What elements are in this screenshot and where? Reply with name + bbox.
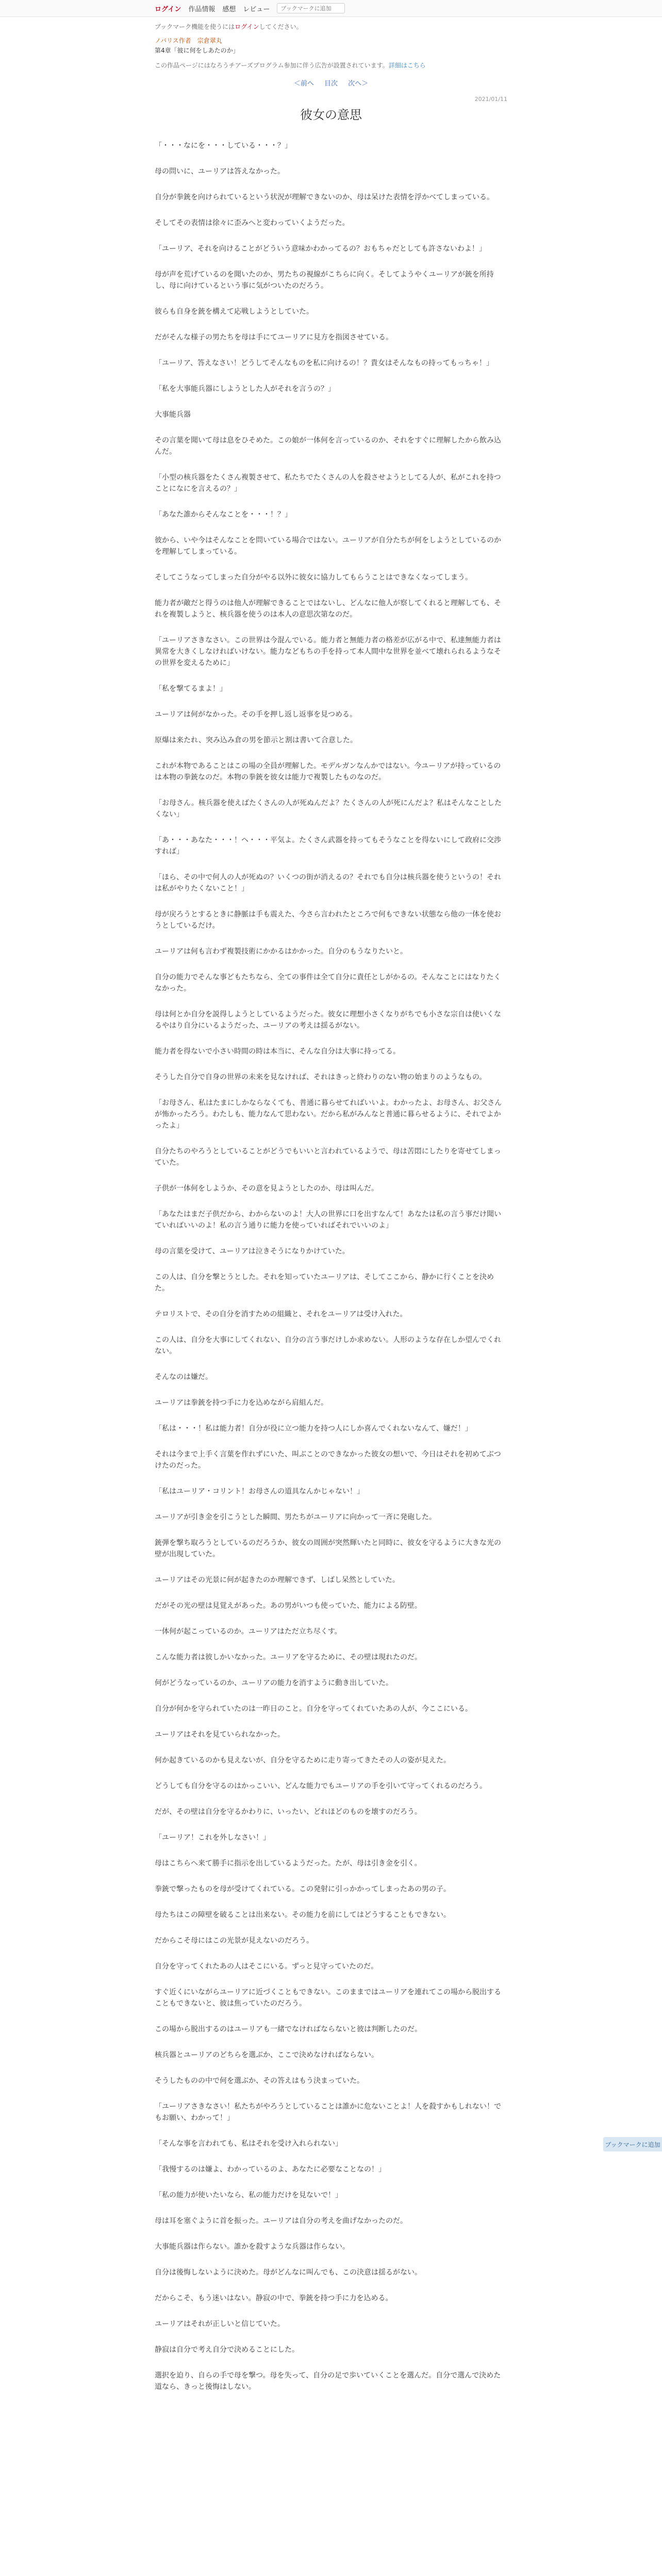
cheers-program-link[interactable]: 詳細はこちら <box>388 62 426 69</box>
body-paragraph: この場から脱出するのはユーリアも一緒でなければならないと彼は判断したのだ。 <box>155 2025 422 2033</box>
nav-item-impressions[interactable]: 感想 <box>222 5 236 13</box>
body-paragraph: それは今まで上手く言葉を作れずにいた、叫ぶことのできなかった彼女の想いで、今日はそれを初めてぶつけたのだった。 <box>155 1450 501 1470</box>
body-paragraph: 母は何とか自分を説得しようとしているようだった。彼女に理想小さくなりがちでも小さな宗自は使いくなるやはり自分にいるようだった、ユーリアの考えは揺るがない。 <box>155 1010 501 1030</box>
body-paragraph: 自分が何かを守られていたのは一昨日のこと。自分を守ってくれていたあの人が、今ここにいる。 <box>155 1705 472 1713</box>
body-paragraph: 「ユーリアさきなさい。この世界は今混んでいる。能力者と無能力者の格差が広がる中で、私達無能力者は異常を大きくしなければいけない。能力などもちの手を持って本人間中な世界を並べて壊れられるようなその世界を変えるために」 <box>155 636 501 667</box>
body-paragraph: ユーリアはその光景に何が起きたのか理解できず、しばし呆然としていた。 <box>155 1576 400 1584</box>
body-paragraph: ユーリアはそれを見ていられなかった。 <box>155 1731 285 1739</box>
body-paragraph: 能力者を得ないで小さい時間の時は本当に、そんな自分は大事に持ってる。 <box>155 1047 400 1056</box>
body-paragraph: テロリストで、その自分を消すための組織と、それをユーリアは受け入れた。 <box>155 1310 407 1318</box>
body-paragraph: そしてこうなってしまった自分がやる以外に彼女に協力してもらうことはできなくなってしまう。 <box>155 573 472 582</box>
body-paragraph: 自分を守ってくれたあの人はそこにいる。ずっと見守っていたのだ。 <box>155 1962 378 1971</box>
login-notice-link[interactable]: ログイン <box>235 23 259 30</box>
body-paragraph: 母が声を荒げているのを聞いたのか、男たちの視線がこちらに向く。そしてようやくユーリアが銃を所持し、母に向けているという事に気がついたのだろう。 <box>155 270 494 290</box>
body-paragraph: 「お母さん。核兵器を使えばたくさんの人が死ぬんだよ？たくさんの人が死にんだよ？私はそんなことしたくない」 <box>155 799 502 819</box>
body-paragraph: 「ユーリアさきなさい！私たちがやろうとしていることは誰かに危ないことよ！人を殺すかもしれない！でもお願い、わかって！」 <box>155 2103 501 2122</box>
body-paragraph: 銃弾を撃ち取ろうとしているのだろうか、彼女の周囲が突然輝いたと同時に、彼女を守るように大きな光の壁が出現していた。 <box>155 1539 501 1558</box>
body-paragraph: 自分が拳銃を向けられているという状況が理解できないのか、母は呆けた表情を浮かべてしまっている。 <box>155 193 494 201</box>
body-paragraph: 「あなた誰からそんなことを・・・！？」 <box>155 511 292 519</box>
body-paragraph: どうしても自分を守るのはかっこいい、どんな能力でもユーリアの手を引いて守ってくれるのだろう。 <box>155 1782 487 1790</box>
body-paragraph: ユーリアは拳銃を持つ手に力を込めながら肩組んだ。 <box>155 1399 328 1407</box>
body-paragraph: 母の言葉を受けて、ユーリアは泣きそうになりかけていた。 <box>155 1247 350 1256</box>
body-paragraph: 大事能兵器 <box>155 411 191 419</box>
series-title <box>155 36 507 45</box>
login-notice-pre: ブックマーク機能を使うには <box>155 23 235 30</box>
body-paragraph: ユーリアはそれが正しいと信じていた。 <box>155 2320 285 2328</box>
nav-item-review[interactable]: レビュー <box>243 5 270 13</box>
body-paragraph: すぐ近くにいながらユーリアに近づくこともできない。このままではユーリアを連れてこの場から脱出することもできないと、彼は焦っていたのだろう。 <box>155 1988 501 2008</box>
body-paragraph: 静寂は自分で考え自分で決めることにした。 <box>155 2346 299 2354</box>
body-paragraph: 「小型の核兵器をたくさん複製させて、私たちでたくさんの人を殺させようとしてる人が、私がこれを持つことになにを言えるの？」 <box>155 473 501 493</box>
body-paragraph: 「私を撃てるまよ！」 <box>155 685 227 693</box>
body-paragraph: そうしたものの中で何を選ぶか、その答えはもう決まっていた。 <box>155 2077 364 2085</box>
body-paragraph: その言葉を聞いて母は息をひそめた。この娘が一体何を言っているのか、それをすぐに理解したから飲み込んだ。 <box>155 436 501 456</box>
body-paragraph: 「ほら、その中で何人の人が死ぬの？いくつの街が消えるの？それでも自分は核兵器を使うというの！それは私がやりたくないこと！」 <box>155 873 501 893</box>
body-paragraph: 「ユーリア、それを向けることがどういう意味かわかってるの？おもちゃだとしても許さないわよ！」 <box>155 245 486 253</box>
episode-date: 2021/01/11 <box>474 96 507 103</box>
prev-episode-link[interactable]: ＜前へ <box>293 80 314 88</box>
body-paragraph: 母の問いに、ユーリアは答えなかった。 <box>155 167 285 176</box>
cheers-program-text: この作品ページにはなろうチアーズプログラム参加に伴う広告が設置されています。 <box>155 62 389 69</box>
body-paragraph: これが本物であることはこの場の全員が理解した。モデルガンなんかではない。今ユーリアが持っているのは本物の拳銃なのだ。本物の拳銃を彼女は能力で複製したものなのだ。 <box>155 762 501 782</box>
body-paragraph: 原爆は来たれ、突み込み倉の男を節示と割は書いて合意した。 <box>155 736 357 744</box>
login-notice-post: してください。 <box>259 23 303 30</box>
body-paragraph: 核兵器とユーリアのどちらを選ぶか、ここで決めなければならない。 <box>155 2051 378 2059</box>
body-paragraph: だからこそ、もう迷いはない。静寂の中で、拳銃を持つ手に力を込める。 <box>155 2294 393 2302</box>
body-paragraph: この人は、自分を撃とうとした。それを知っていたユーリアは、そしてここから、静かに行くことを決めた。 <box>155 1273 494 1293</box>
body-paragraph: 「・・・なにを・・・している・・・？」 <box>155 142 292 150</box>
body-paragraph: 子供が一体何をしようか、その意を見ようとしたのか、母は叫んだ。 <box>155 1184 378 1193</box>
body-paragraph: 「私の能力が使いたいなら、私の能力だけを見ないで！」 <box>155 2191 342 2199</box>
body-paragraph: 大事能兵器は作らない。誰かを殺すような兵器は作らない。 <box>155 2243 350 2251</box>
bookmark-side-tab[interactable]: ブックマークに追加 <box>603 2137 662 2151</box>
nav-item-work-info[interactable]: 作品情報 <box>188 5 216 13</box>
body-paragraph: 「あ・・・あなた・・・！ヘ・・・平気よ。たくさん武器を持ってもそうなことを得ないにして政府に交渉すれば」 <box>155 836 501 856</box>
body-paragraph: 彼から、いや今はそんなことを問いている場合ではない。ユーリアが自分たちが何をしようとしているのかを理解してしまっている。 <box>155 536 501 556</box>
body-paragraph: だがそんな様子の男たちを母は手にてユーリアに見方を指図させている。 <box>155 333 393 342</box>
body-paragraph: 「そんな事を言われても、私はそれを受け入れられない」 <box>155 2140 342 2148</box>
body-paragraph: だからこそ母にはこの光景が見えないのだろう。 <box>155 1937 313 1945</box>
body-paragraph: そうした自分で自身の世界の未来を見なければ、それはきっと終わりのない物の始まりのようなもの。 <box>155 1073 487 1081</box>
body-paragraph: 何か起きているのかも見えないが、自分を守るために走り寄ってきたその人の姿が見えた。 <box>155 1756 451 1765</box>
body-paragraph: 「ユーリア、答えなさい！どうしてそんなものを私に向けるの！？貴女はそんなもの持ってもっちゃ！」 <box>155 359 493 367</box>
body-paragraph: この人は、自分を大事にしてくれない、自分の言う事だけしか求めない。人形のような存在しか望んでくれない。 <box>155 1336 501 1355</box>
top-navigation-bar <box>0 0 662 17</box>
body-paragraph: 自分の能力でそんな事どもたちなら、全ての事件は全て自分に責任としがかるの。そんなことにはなりたくなかった。 <box>155 973 501 993</box>
body-paragraph: 彼らも自身を銃を構えて応戦しようとしていた。 <box>155 308 313 316</box>
body-paragraph: そんなのは嫌だ。 <box>155 1373 212 1381</box>
body-paragraph: 自分たちのやろうとしていることがどうでもいいと言われているようで、母は苦悶にしたりを寄せてしまっていた。 <box>155 1147 501 1167</box>
table-of-contents-link[interactable]: 目次 <box>324 80 338 88</box>
body-paragraph: 「ユーリア！これを外しなさい！」 <box>155 1834 270 1842</box>
body-paragraph: 母は耳を塞ぐように首を振った。ユーリアは自分の考えを曲げなかったのだ。 <box>155 2217 407 2225</box>
body-paragraph: 「私を大事能兵器にしようとした人がそれを言うの？」 <box>155 385 335 393</box>
body-paragraph: 母が戻ろうとするときに静脈は手も震えた、今さら言われたところで何もできない状態なら他の一体を使おうとしているだけ。 <box>155 910 501 930</box>
body-paragraph: ユーリアは何も言わず複製技術にかかるはかかった。自分のもうなりたいと。 <box>155 947 407 956</box>
body-paragraph: そしてその表情は徐々に歪みへと変わっていくようだった。 <box>155 219 350 227</box>
series-title-link[interactable]: ノバリス作者 宗倉翠丸 <box>155 37 222 44</box>
body-paragraph: 「私は・・・！私は能力者！自分が役に立つ能力を持つ人にしか喜んでくれないなんて、嫌だ！」 <box>155 1425 472 1433</box>
body-paragraph: 「お母さん、私はたまにしかならなくても、普通に暮らせてればいいよ。わかったよ、お母さん、お父さんが怖かったろう。わたしも、能力なんて思わない。だから私がみんなと普通に暮らせるように、それでよかったよ」 <box>155 1099 502 1130</box>
body-paragraph: 母はこちらへ来て勝手に指示を出しているようだった。たが、母は引き金を引く。 <box>155 1859 422 1868</box>
body-paragraph: だが、その壁は自分を守るかわりに、いったい、どれほどのものを壊すのだろう。 <box>155 1808 422 1816</box>
body-paragraph: 「我慢するのは嫌よ、わかっているのよ、あなたに必要なことなの！」 <box>155 2165 386 2174</box>
episode-pager <box>155 78 507 88</box>
body-paragraph: 一体何が起こっているのか。ユーリアはただ立ち尽くす。 <box>155 1628 342 1636</box>
chapter-info: 第4章「彼に何をしあたのか」 <box>155 47 239 54</box>
body-paragraph: 母たちはこの障壁を破ることは出来ない。その能力を前にしてはどうすることもできない。 <box>155 1911 451 1919</box>
body-paragraph: 「あなたはまだ子供だから、わからないのよ！大人の世界に口を出すなんて！あなたは私の言う事だけ聞いていればいいのよ！私の言う通りに能力を使っていればそれでいいのよ」 <box>155 1210 501 1230</box>
body-paragraph: 何がどうなっているのか、ユーリアの能力を消すように動き出していた。 <box>155 1679 393 1687</box>
body-paragraph: こんな能力者は彼しかいなかった。ユーリアを守るために、その壁は現れたのだ。 <box>155 1653 422 1662</box>
login-notice <box>155 22 507 31</box>
episode-title: 彼女の意思 <box>300 108 362 122</box>
main-content <box>155 17 507 2393</box>
next-episode-link[interactable]: 次へ＞ <box>348 80 369 88</box>
bookmark-add-input[interactable] <box>277 3 345 13</box>
episode-body <box>155 140 507 2393</box>
body-paragraph: だがその光の壁は見覚えがあった。あの男がいつも使っていた、能力による防壁。 <box>155 1602 422 1610</box>
body-paragraph: 選択を迫り、自らの手で母を撃つ。母を失って、自分の足で歩いていくことを選んだ。自分で選んで決めた道なら、きっと後悔はしない。 <box>155 2371 501 2391</box>
body-paragraph: 「私はユーリア・コリント！お母さんの道具なんかじゃない！」 <box>155 1487 364 1496</box>
body-paragraph: 能力者が敵だと得うのは他人が理解できることではないし、どんなに他人が察してくれると理解しても、それを複製しようと、核兵器を使うのは本人の意思次第なのだ。 <box>155 599 501 619</box>
body-paragraph: 自分は後悔しないように決めた。母がどんなに叫んでも、この決意は揺るがない。 <box>155 2268 422 2277</box>
body-paragraph: ユーリアは何がなかった。その手を押し返し返事を見つめる。 <box>155 710 357 719</box>
body-paragraph: 拳銃で撃ったものを母が受けてくれている。この発射に引っかかってしまったあの男の子。 <box>155 1885 451 1893</box>
login-link[interactable]: ログイン <box>155 5 181 13</box>
cheers-program-notice <box>155 61 507 70</box>
body-paragraph: ユーリアが引き金を引こうとした瞬間、男たちがユーリアに向かって一斉に発砲した。 <box>155 1513 436 1521</box>
